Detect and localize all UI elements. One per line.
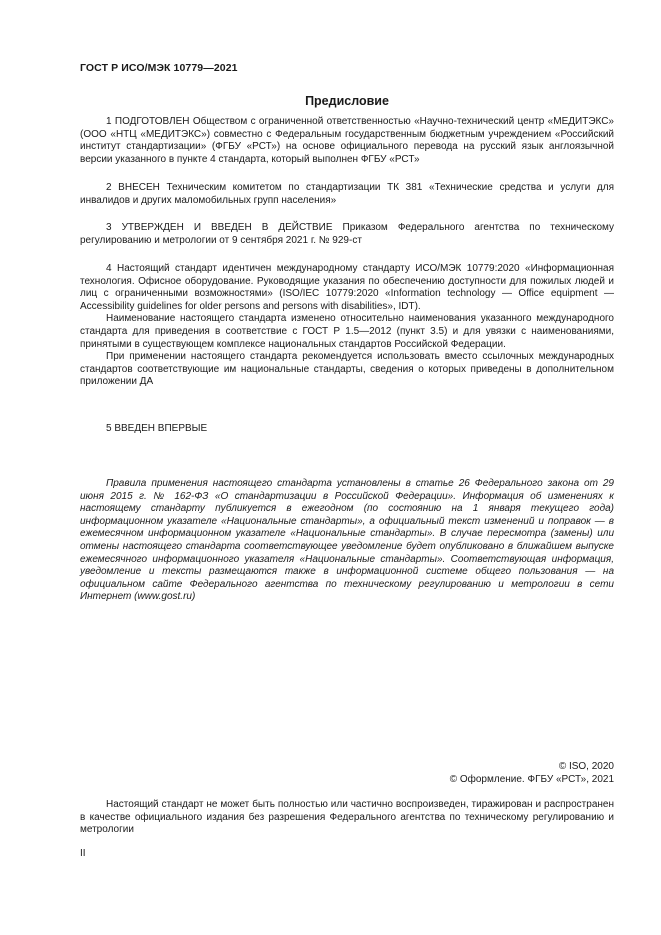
application-notice [80,478,614,604]
page-number: II [80,848,86,859]
reproduction-text: Настоящий стандарт не может быть полностью или частично воспроизведен, тиражирован и распространен в качестве официального издания без разрешения Федерального агентства по техническому регулированию и метрологии [80,799,614,836]
paragraph-text: 3 УТВЕРЖДЕН И ВВЕДЕН В ДЕЙСТВИЕ Приказом Федерального агентства по техническому регулированию и метрологии от 9 сентября 2021 г. № 929-ст [80,222,614,246]
paragraph-approved [80,222,614,247]
reproduction-notice [80,799,614,837]
paragraph-text: 2 ВНЕСЕН Техническим комитетом по стандартизации ТК 381 «Технические средства и услуги для инвалидов и других маломобильных групп населения» [80,182,614,206]
section-title: Предисловие [305,94,389,108]
notice-text: Правила применения настоящего стандарта установлены в статье 26 Федерального закона от 29 июня 2015 г. № 162-ФЗ «О стандартизации в Российской Федерации». Информация об изменениях к настоящему стандарту публикуется в ежегодном (по состоянию на 1 января текущего года) информационном указателе «Национальные стандарты», а официальный текст изменений и поправок — в ежемесячном информационном указателе «Национальные стандарты». В случае пересмотра (замены) или отмены настоящего стандарта соответствующее уведомление будет опубликовано в ближайшем выпуске ежемесячного информационного указателя «Национальные стандарты». Соответствующая информация, уведомление и тексты размещаются также в информационной системе общего пользования — на официальном сайте Федерального агентства по техническому регулированию и метрологии в сети Интернет (www.gost.ru) [80,478,614,603]
paragraph-identity [80,263,614,389]
paragraph-text: 5 ВВЕДЕН ВПЕРВЫЕ [106,423,208,434]
paragraph-text: Наименование настоящего стандарта изменено относительно наименования указанного международного стандарта для приведения в соответствие с ГОСТ Р 1.5—2012 (пункт 3.5) и для увязки с наименованиями, принятыми в существующем комплексе национальных стандартов Российской Федерации. [80,313,614,350]
paragraph-text: При применении настоящего стандарта рекомендуется использовать вместо ссылочных международных стандартов соответствующие им национальные стандарты, сведения о которых приведены в дополнительном приложении ДА [80,351,614,388]
paragraph-text: 4 Настоящий стандарт идентичен международному стандарту ИСО/МЭК 10779:2020 «Информационная технология. Офисное оборудование. Руководящие указания по обеспечению доступности для пожилых людей и лиц с ограниченными возможностями» (ISO/IEC 10779:2020 «Information technology — Office equipment — Accessibility guidelines for older persons and persons with disabilities», IDT). [80,263,614,312]
copyright-design: © Оформление. ФГБУ «РСТ», 2021 [449,773,614,785]
paragraph-text: 1 ПОДГОТОВЛЕН Обществом с ограниченной ответственностью «Научно-технический центр «МЕДИТЭКС» (ООО «НТЦ «МЕДИТЭКС») совместно с Федеральным государственным бюджетным учреждением «Российский институт стандартизации» (ФГБУ «РСТ») на основе официального перевода на русский язык англоязычной версии указанного в пункте 4 стандарта, который выполнен ФГБУ «РСТ» [80,116,614,165]
paragraph-prepared-by [80,116,614,166]
standard-code-header: ГОСТ Р ИСО/МЭК 10779—2021 [80,62,238,74]
copyright-block [450,761,614,786]
paragraph-first-introduced [80,423,614,436]
copyright-iso: © ISO, 2020 [558,761,614,772]
paragraph-submitted-by [80,182,614,207]
